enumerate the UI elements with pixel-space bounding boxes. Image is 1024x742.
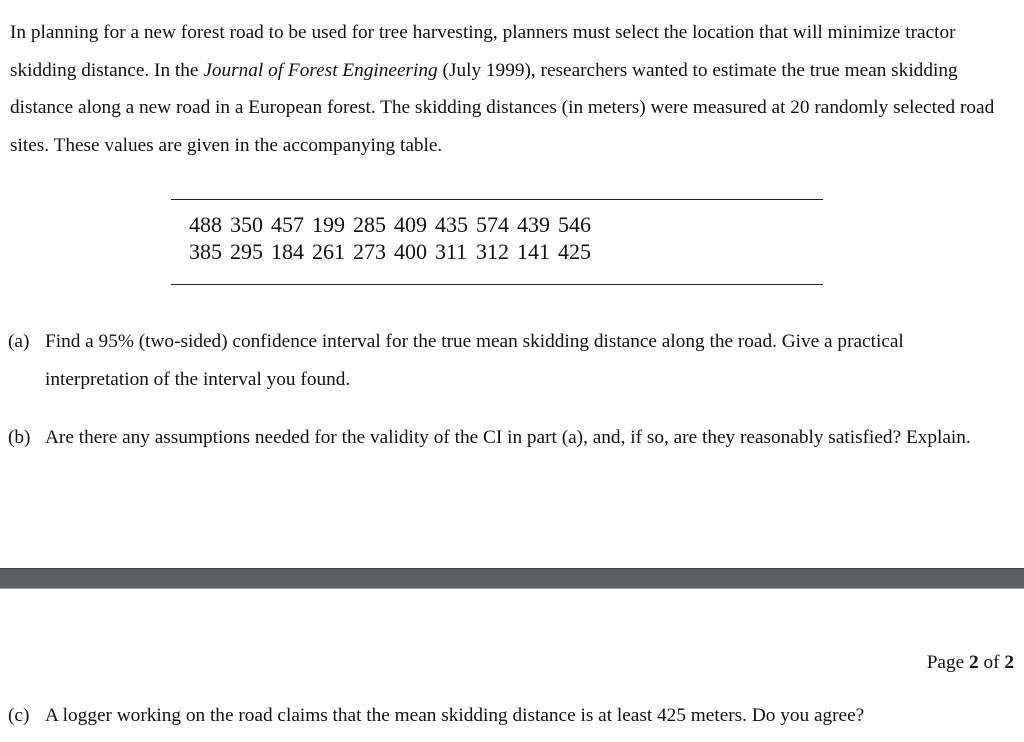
table-cell: 409 [394,212,427,237]
journal-title: Journal of Forest Engineering [203,59,438,81]
table-cell: 261 [312,239,345,264]
table-cell: 285 [353,212,386,237]
table-cell: 141 [517,239,550,264]
table-cell: 273 [353,239,386,264]
page-current: 2 [969,652,979,673]
question-c-marker: (c) [8,705,30,726]
table-cell: 312 [476,239,509,264]
table-row [185,211,595,238]
page-total: 2 [1004,652,1014,673]
page-indicator [927,652,1014,674]
table-cell: 184 [271,239,304,264]
table-row [185,238,595,265]
table-cell: 385 [189,239,222,264]
question-b [8,419,1005,457]
table-cell: 295 [230,239,263,264]
intro-text-part2: (July 1999), researchers wanted to estimate the true mean skidding distance along a new road in a European forest. The skidding distances (in meters) were measured at 20 randomly selected road sites. These values are given in the accompanying table. [10,59,995,156]
data-table [185,211,595,265]
skidding-distance-table [171,199,823,285]
page-middle: of [978,652,1005,673]
problem-intro [10,14,1010,164]
question-c [8,697,1005,735]
question-b-marker: (b) [8,427,31,448]
page-divider [0,568,1024,589]
question-a-marker: (a) [8,331,30,352]
question-a-text: Find a 95% (two-sided) confidence interval for the true mean skidding distance along the road. Give a practical interpretation of the interval you found. [45,331,904,390]
table-cell: 199 [312,212,345,237]
table-cell: 488 [189,212,222,237]
table-cell: 439 [517,212,550,237]
table-cell: 311 [435,239,468,264]
question-c-text: A logger working on the road claims that the mean skidding distance is at least 425 meters. Do you agree? [45,705,865,726]
table-cell: 435 [435,212,468,237]
table-cell: 457 [271,212,304,237]
page-prefix: Page [926,652,970,673]
table-cell: 400 [394,239,427,264]
intro-text-part1: In planning for a new forest road to be used for tree harvesting, planners must select the location that will minimize tractor skidding distance. In the [10,22,956,81]
table-cell: 425 [558,239,591,264]
table-cell: 350 [230,212,263,237]
table-cell: 574 [476,212,509,237]
question-a [8,323,1005,398]
question-b-text: Are there any assumptions needed for the validity of the CI in part (a), and, if so, are they reasonably satisfied? Explain. [45,427,971,448]
table-cell: 546 [558,212,591,237]
